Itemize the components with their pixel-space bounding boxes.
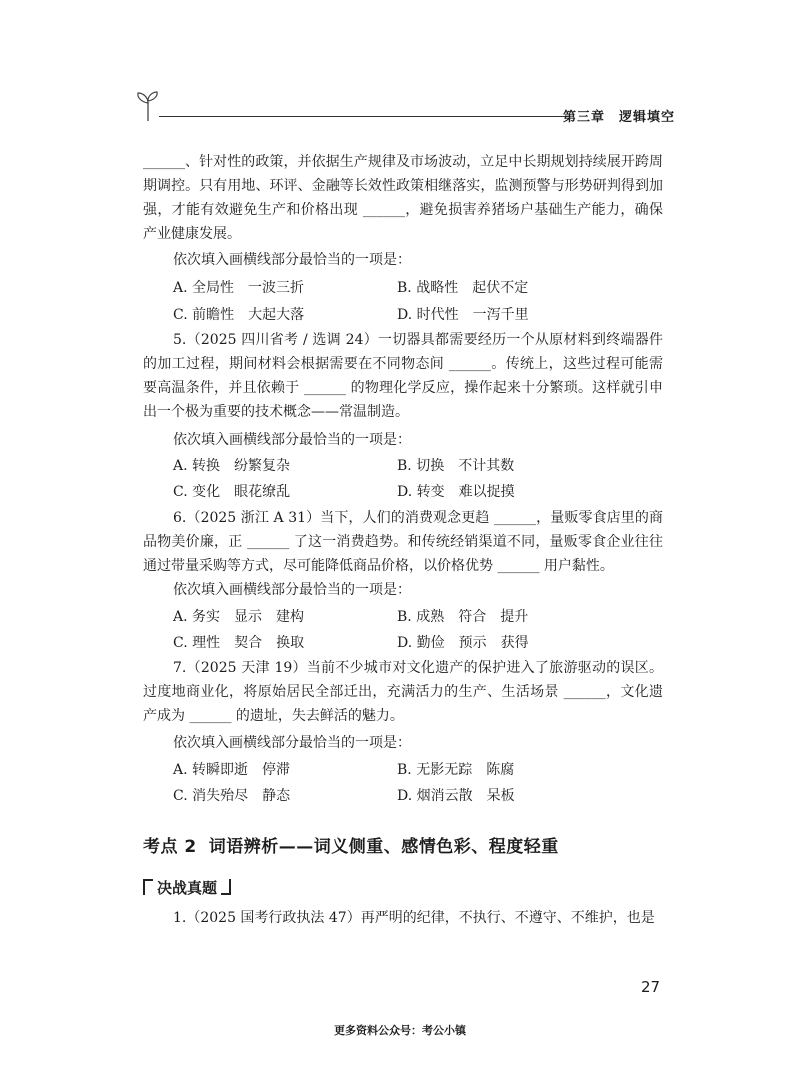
q6-option-a: A. 务实 显示 建构 <box>173 609 305 625</box>
chapter-heading <box>563 106 675 125</box>
real-exam-label-text: 决战真题 <box>157 879 218 897</box>
q6-option-d: D. 勤俭 预示 获得 <box>397 635 529 651</box>
q6-option-b: B. 成熟 符合 提升 <box>397 609 529 625</box>
q4-option-c: C. 前瞻性 大起大落 <box>173 307 305 323</box>
section-heading <box>143 832 559 857</box>
section-number: 考点 2 <box>143 837 197 857</box>
q7-option-c: C. 消失殆尽 静态 <box>173 788 291 804</box>
running-header <box>135 90 675 130</box>
q7-prompt: 依次填入画横线部分最恰当的一项是： <box>173 735 411 751</box>
header-rule <box>159 116 569 117</box>
q7-text: 7.（2025 天津 19）当前不少城市对文化遗产的保护进入了旅游驱动的误区。过度地商业化，将原始居民全部迁出，充满活力的生产、生活场景 ______，文化遗产成为 ______ 的遗址，失去鲜活的魅力。 <box>143 660 663 724</box>
q6-option-c: C. 理性 契合 换取 <box>173 635 305 651</box>
chapter-number: 第三章 <box>562 110 605 125</box>
q5-prompt: 依次填入画横线部分最恰当的一项是： <box>173 432 411 448</box>
q4-text: ______、针对性的政策，并依据生产规律及市场波动，立足中长期规划持续展开跨周期调控。只有用地、环评、金融等长效性政策相继落实，监测预警与形势研判得到加强，才能有效避免生产和价格出现 ______，避免损害养猪场户基础生产能力，确保产业健康发展。 <box>143 154 663 242</box>
q5-option-d: D. 转变 难以捉摸 <box>397 484 515 500</box>
q5-option-b: B. 切换 不计其数 <box>397 458 515 474</box>
page-number: 27 <box>641 978 661 996</box>
chapter-title: 逻辑填空 <box>618 110 675 125</box>
corner-bracket-close-icon <box>221 879 231 895</box>
q5-option-a: A. 转换 纷繁复杂 <box>173 458 291 474</box>
q7-option-b: B. 无影无踪 陈腐 <box>397 762 515 778</box>
q7-option-a: A. 转瞬即逝 停滞 <box>173 762 291 778</box>
q4-option-b: B. 战略性 起伏不定 <box>397 280 529 296</box>
q5-text: 5.（2025 四川省考 / 选调 24）一切器具都需要经历一个从原材料到终端器件的加工过程，期间材料会根据需要在不同物态间 ______。传统上，这些过程可能需要高温条件，并且依赖于 ______ 的物理化学反应，操作起来十分繁琐。这样就引申出一个极为重要的技术概念——常温制造。 <box>143 332 663 420</box>
q6-prompt: 依次填入画横线部分最恰当的一项是： <box>173 582 411 598</box>
real-exam-label <box>143 877 231 898</box>
q4-option-d: D. 时代性 一泻千里 <box>397 307 529 323</box>
sprout-icon <box>135 90 161 122</box>
footer-note: 更多资料公众号：考公小镇 <box>334 1024 466 1037</box>
q1-text: 1.（2025 国考行政执法 47）再严明的纪律，不执行、不遵守、不维护，也是 <box>173 910 655 926</box>
q7-option-d: D. 烟消云散 呆板 <box>397 788 515 804</box>
section-title: 词语辨析——词义侧重、感情色彩、程度轻重 <box>208 837 559 857</box>
q4-prompt: 依次填入画横线部分最恰当的一项是： <box>173 252 411 268</box>
q4-option-a: A. 全局性 一波三折 <box>173 280 305 296</box>
q6-text: 6.（2025 浙江 A 31）当下，人们的消费观念更趋 ______，量贩零食店里的商品物美价廉，正 ______ 了这一消费趋势。和传统经销渠道不同，量贩零食企业往往通过带量采购等方式，尽可能降低商品价格，以价格优势 ______ 用户黏性。 <box>143 510 663 574</box>
q5-option-c: C. 变化 眼花缭乱 <box>173 484 291 500</box>
corner-bracket-open-icon <box>143 879 153 895</box>
